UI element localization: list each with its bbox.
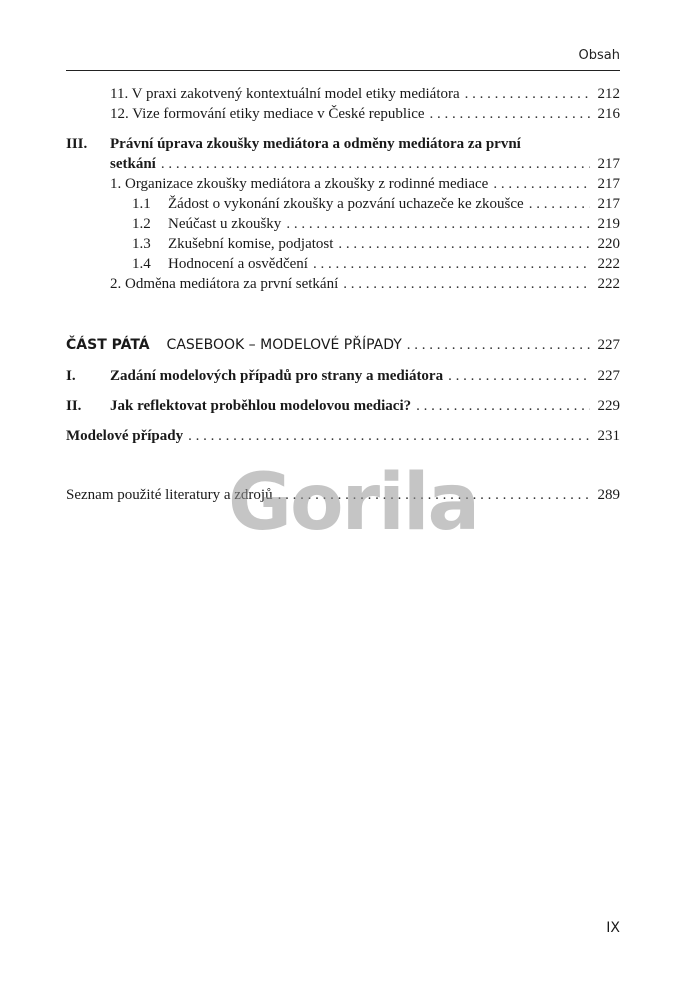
section-title: Modelové případy (66, 428, 184, 444)
watermark-logo: Gorila (228, 458, 479, 548)
part-title-text: CASEBOOK – MODELOVÉ PŘÍPADY (166, 337, 402, 353)
chapter-number: II. (66, 398, 82, 414)
page-number: 231 (597, 428, 620, 444)
toc-entry-1[interactable] (110, 174, 620, 194)
page-number: 212 (597, 86, 620, 102)
leader-dots (343, 274, 590, 294)
entry-number: 1.2 (132, 216, 151, 232)
toc-chapter-ii[interactable] (66, 396, 620, 416)
toc-entry-text: 11. V praxi zakotvený kontextuální model etiky mediátora (110, 86, 460, 102)
page-number: 227 (597, 337, 620, 353)
chapter-number: I. (66, 368, 76, 384)
page-number: 217 (597, 196, 620, 212)
toc-entry-11[interactable] (110, 84, 620, 104)
page-number: 229 (597, 398, 620, 414)
page-number: 217 (597, 176, 620, 192)
page-number: 217 (597, 156, 620, 172)
leader-dots (407, 335, 590, 355)
leader-dots (161, 154, 590, 174)
page-number-footer: IX (606, 920, 620, 936)
page-number: 219 (597, 216, 620, 232)
leader-dots (493, 174, 590, 194)
page-number: 222 (597, 276, 620, 292)
entry-number: 1.4 (132, 256, 151, 272)
running-header: Obsah (578, 48, 620, 63)
toc-entry-text: 2. Odměna mediátora za první setkání (110, 276, 339, 292)
leader-dots (286, 214, 590, 234)
page-number: 216 (597, 106, 620, 122)
leader-dots (188, 426, 590, 446)
toc-entry-1-3[interactable] (132, 234, 620, 254)
leader-dots (465, 84, 590, 104)
toc-chapter-iii-line2[interactable] (110, 154, 620, 174)
toc-entry-text: Žádost o vykonání zkoušky a pozvání uchazeče ke zkoušce (168, 196, 524, 212)
toc-model-cases[interactable] (66, 426, 620, 446)
section-title: Seznam použité literatury a zdrojů (66, 487, 273, 503)
page-number: 227 (597, 368, 620, 384)
toc-entry-1-4[interactable] (132, 254, 620, 274)
toc-entry-text: Neúčast u zkoušky (168, 216, 282, 232)
page-number: 222 (597, 256, 620, 272)
page-number: 289 (597, 487, 620, 503)
toc-part-five[interactable] (66, 335, 620, 355)
toc-entry-text: Hodnocení a osvědčení (168, 256, 308, 272)
leader-dots (338, 234, 590, 254)
chapter-title-line1: Právní úprava zkoušky mediátora a odměny mediátora za první (110, 136, 521, 152)
toc-entry-12[interactable] (110, 104, 620, 124)
toc-entry-2[interactable] (110, 274, 620, 294)
entry-number: 1.1 (132, 196, 151, 212)
leader-dots (430, 104, 590, 124)
toc-chapter-iii-line1[interactable] (66, 134, 620, 154)
toc-entry-text: 1. Organizace zkoušky mediátora a zkoušky z rodinné mediace (110, 176, 489, 192)
chapter-title-line2: setkání (110, 156, 156, 172)
part-title (66, 335, 402, 355)
leader-dots (529, 194, 590, 214)
toc-entry-1-1[interactable] (132, 194, 620, 214)
page-number: 220 (597, 236, 620, 252)
chapter-title: Zadání modelových případů pro strany a mediátora (110, 368, 444, 384)
leader-dots (313, 254, 590, 274)
toc-entry-text: Zkušební komise, podjatost (168, 236, 334, 252)
entry-number: 1.3 (132, 236, 151, 252)
leader-dots (416, 396, 590, 416)
header-rule (66, 70, 620, 71)
toc-chapter-i[interactable] (66, 366, 620, 386)
leader-dots (448, 366, 590, 386)
chapter-number: III. (66, 136, 88, 152)
toc-entry-1-2[interactable] (132, 214, 620, 234)
chapter-title: Jak reflektovat proběhlou modelovou mediaci? (110, 398, 412, 414)
part-label: ČÁST PÁTÁ (66, 337, 150, 353)
toc-entry-text: 12. Vize formování etiky mediace v České republice (110, 106, 425, 122)
